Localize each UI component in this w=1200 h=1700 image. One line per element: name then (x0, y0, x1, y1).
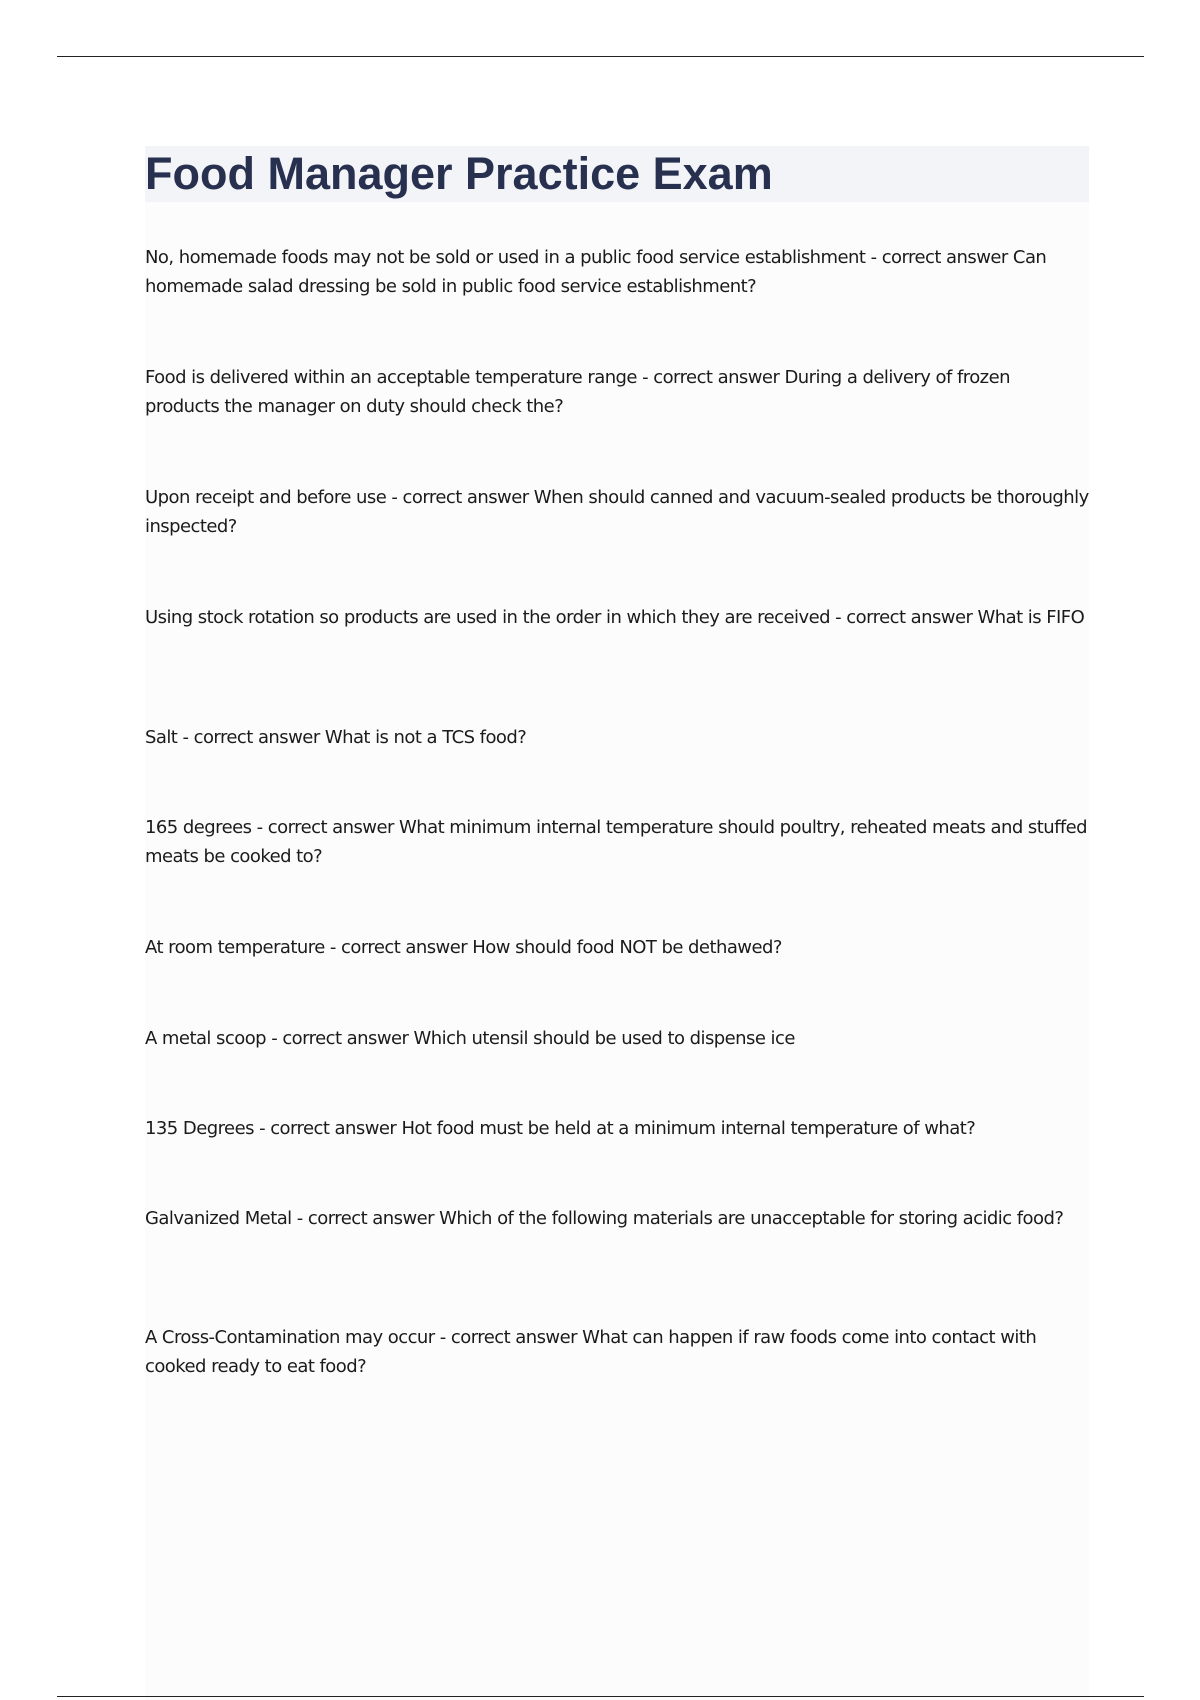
qa-item: Using stock rotation so products are used in the order in which they are received - correct answer What is FIFO (145, 607, 1085, 628)
qa-item: Upon receipt and before use - correct answer When should canned and vacuum-sealed products be thoroughly inspected? (145, 487, 1089, 537)
document-body (145, 146, 1089, 1700)
qa-item: A Cross-Contamination may occur - correct answer What can happen if raw foods come into contact with cooked ready to eat food? (145, 1327, 1037, 1377)
qa-item: 165 degrees - correct answer What minimum internal temperature should poultry, reheated meats and stuffed meats be cooked to? (145, 817, 1088, 867)
qa-item: Galvanized Metal - correct answer Which of the following materials are unacceptable for storing acidic food? (145, 1208, 1064, 1229)
qa-item: Salt - correct answer What is not a TCS food? (145, 727, 527, 748)
qa-item: A metal scoop - correct answer Which utensil should be used to dispense ice (145, 1028, 795, 1049)
header-rule (57, 56, 1144, 57)
page-title: Food Manager Practice Exam (145, 148, 773, 199)
qa-item: No, homemade foods may not be sold or used in a public food service establishment - correct answer Can homemade salad dressing be sold in public food service establishment? (145, 247, 1047, 297)
footer-rule (57, 1696, 1144, 1697)
qa-item: 135 Degrees - correct answer Hot food must be held at a minimum internal temperature of what? (145, 1118, 976, 1139)
qa-item: At room temperature - correct answer How should food NOT be dethawed? (145, 937, 782, 958)
qa-item: Food is delivered within an acceptable temperature range - correct answer During a delivery of frozen products the manager on duty should check the? (145, 367, 1010, 417)
